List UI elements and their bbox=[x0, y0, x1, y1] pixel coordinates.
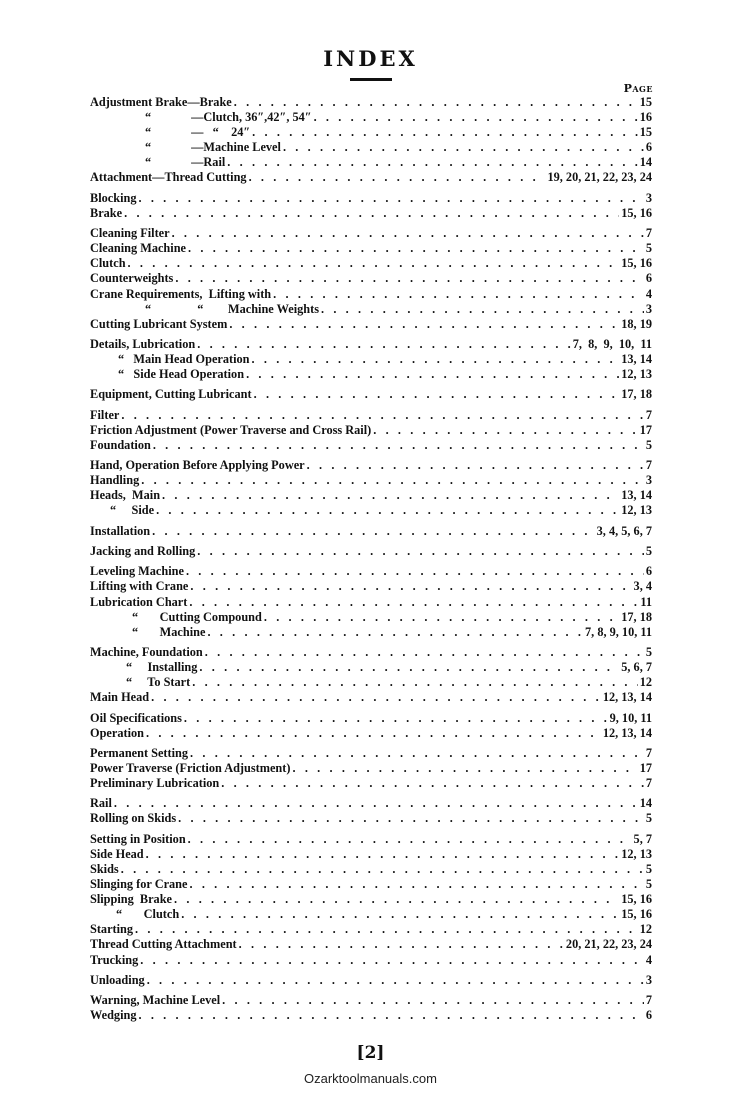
index-entry-label: Equipment, Cutting Lubricant bbox=[90, 387, 252, 402]
dot-leader bbox=[140, 953, 644, 968]
dot-leader bbox=[174, 892, 619, 907]
dot-leader bbox=[151, 690, 601, 705]
dot-leader bbox=[175, 271, 644, 286]
index-entry-pages: 7 bbox=[645, 745, 652, 760]
dot-leader bbox=[192, 675, 637, 690]
index-entry-label: Permanent Setting bbox=[90, 745, 189, 760]
index-entry bbox=[90, 907, 652, 922]
index-entry bbox=[90, 796, 652, 811]
dot-leader bbox=[189, 877, 643, 892]
dot-leader bbox=[283, 140, 644, 155]
index-entry-pages: 3, 4 bbox=[633, 579, 652, 594]
dot-leader bbox=[146, 726, 601, 741]
dot-leader bbox=[121, 862, 644, 877]
index-entry-pages: 7 bbox=[645, 458, 652, 473]
index-entry bbox=[90, 726, 652, 741]
index-entry-pages: 15, 16 bbox=[621, 892, 652, 907]
index-entry-pages: 7 bbox=[645, 993, 652, 1008]
index-entry-label: “ “ Machine Weights bbox=[145, 301, 319, 316]
index-entry-pages: 18, 19 bbox=[621, 316, 652, 331]
index-entry bbox=[90, 423, 652, 438]
index-entry-pages: 6 bbox=[645, 271, 652, 286]
index-entry bbox=[90, 352, 652, 367]
index-entry bbox=[90, 953, 652, 968]
index-entry bbox=[90, 524, 652, 539]
index-entry-label: Machine, Foundation bbox=[90, 644, 203, 659]
index-entry-label: Cutting Lubricant System bbox=[90, 316, 228, 331]
index-entry bbox=[90, 811, 652, 826]
index-entry-pages: 6 bbox=[645, 564, 652, 579]
index-entry bbox=[90, 922, 652, 937]
index-entry-label: Adjustment Brake—Brake bbox=[90, 95, 232, 109]
index-entry-label: Rail bbox=[90, 796, 112, 811]
index-entry-pages: 15 bbox=[639, 95, 652, 109]
dot-leader bbox=[239, 937, 564, 952]
index-entry-pages: 12, 13 bbox=[621, 846, 652, 861]
dot-leader bbox=[252, 352, 620, 367]
watermark-url: Ozarktoolmanuals.com bbox=[304, 1071, 437, 1086]
dot-leader bbox=[162, 488, 619, 503]
dot-leader bbox=[199, 660, 619, 675]
index-entry-label: “ Side bbox=[110, 503, 155, 518]
index-entry bbox=[90, 95, 652, 110]
index-entry-pages: 15 bbox=[639, 125, 652, 140]
index-entry-pages: 12, 13, 14 bbox=[602, 690, 652, 705]
index-entry-label: “ — “ 24″ bbox=[145, 125, 251, 140]
index-entry bbox=[90, 488, 652, 503]
index-entry bbox=[90, 675, 652, 690]
index-entry-label: “ To Start bbox=[126, 675, 191, 690]
index-entry-label: Trucking bbox=[90, 952, 139, 967]
index-entry-label: “ Installing bbox=[126, 660, 198, 675]
index-entry-pages: 5, 6, 7 bbox=[621, 660, 652, 675]
index-entry-label: Installation bbox=[90, 523, 151, 538]
index-entry bbox=[90, 170, 652, 185]
index-entry bbox=[90, 155, 652, 170]
index-entry-label: “ —Machine Level bbox=[145, 140, 281, 155]
dot-leader bbox=[197, 544, 644, 559]
index-entry-label: “ —Rail bbox=[145, 155, 226, 170]
index-entry-pages: 5 bbox=[645, 644, 652, 659]
dot-leader bbox=[254, 387, 620, 402]
dot-leader bbox=[264, 610, 619, 625]
index-entry-label: Power Traverse (Friction Adjustment) bbox=[90, 761, 291, 775]
dot-leader bbox=[128, 256, 620, 271]
index-entry bbox=[90, 579, 652, 594]
index-entry-pages: 3 bbox=[645, 473, 652, 488]
index-entry-label: Skids bbox=[90, 861, 119, 876]
index-entry-pages: 12, 13 bbox=[621, 503, 652, 518]
index-entry-pages: 12 bbox=[639, 675, 652, 690]
index-entry bbox=[90, 302, 652, 317]
dot-leader bbox=[147, 973, 644, 988]
index-entry-pages: 15, 16 bbox=[621, 205, 652, 220]
index-entry bbox=[90, 241, 652, 256]
dot-leader bbox=[252, 125, 638, 140]
index-entry-pages: 14 bbox=[639, 796, 652, 811]
dot-leader bbox=[207, 625, 583, 640]
index-entry-label: Handling bbox=[90, 473, 140, 488]
dot-leader bbox=[189, 595, 638, 610]
index-entry-pages: 17, 18 bbox=[621, 609, 652, 624]
index-entry-pages: 3 bbox=[645, 301, 652, 316]
index-entry-pages: 7, 8, 9, 10, 11 bbox=[572, 336, 652, 351]
index-entry-label: Starting bbox=[90, 922, 134, 937]
dot-leader bbox=[246, 367, 619, 382]
index-entry-pages: 17 bbox=[639, 422, 652, 437]
index-entry bbox=[90, 595, 652, 610]
dot-leader bbox=[205, 645, 644, 660]
index-entry-pages: 6 bbox=[645, 140, 652, 155]
index-entry bbox=[90, 625, 652, 640]
title-rule bbox=[350, 78, 392, 81]
index-entry bbox=[90, 544, 652, 559]
index-entry-label: Foundation bbox=[90, 437, 151, 452]
page-column-label: Page bbox=[623, 82, 653, 95]
index-entry-label: Attachment—Thread Cutting bbox=[90, 170, 247, 185]
index-entry-label: Filter bbox=[90, 407, 120, 422]
index-entry-pages: 3 bbox=[645, 972, 652, 987]
index-entry-pages: 5 bbox=[645, 544, 652, 559]
index-entry-label: Oil Specifications bbox=[90, 710, 182, 725]
index-entry bbox=[90, 610, 652, 625]
dot-leader bbox=[152, 524, 595, 539]
index-entry-label: Lifting with Crane bbox=[90, 579, 189, 594]
dot-leader bbox=[153, 438, 644, 453]
dot-leader bbox=[188, 241, 644, 256]
index-entry-label: Details, Lubrication bbox=[90, 336, 196, 351]
dot-leader bbox=[186, 564, 644, 579]
index-entry-pages: 5 bbox=[645, 811, 652, 826]
dot-leader bbox=[181, 907, 619, 922]
index-entry-label: Slinging for Crane bbox=[90, 877, 188, 892]
index-entry bbox=[90, 110, 652, 125]
dot-leader bbox=[172, 226, 644, 241]
index-entry-pages: 12, 13, 14 bbox=[602, 725, 652, 740]
dot-leader bbox=[121, 408, 643, 423]
index-entry bbox=[90, 206, 652, 221]
dot-leader bbox=[188, 832, 632, 847]
index-entry-label: Clutch bbox=[90, 256, 126, 271]
dot-leader bbox=[197, 337, 571, 352]
index-entry-pages: 3, 4, 5, 6, 7 bbox=[596, 523, 652, 538]
dot-leader bbox=[249, 170, 546, 185]
index-entry bbox=[90, 746, 652, 761]
index-entry bbox=[90, 271, 652, 286]
index-entry bbox=[90, 337, 652, 352]
index-entry bbox=[90, 776, 652, 791]
index-entry-label: Rolling on Skids bbox=[90, 811, 177, 826]
index-entry-label: Blocking bbox=[90, 190, 137, 205]
index-entry-pages: 13, 14 bbox=[621, 352, 652, 367]
dot-leader bbox=[184, 711, 608, 726]
index-entry-label: Warning, Machine Level bbox=[90, 993, 221, 1008]
index-entry-pages: 15, 16 bbox=[621, 907, 652, 922]
index-entry bbox=[90, 973, 652, 988]
index-entry bbox=[90, 877, 652, 892]
dot-leader bbox=[221, 776, 644, 791]
index-entry bbox=[90, 473, 652, 488]
index-entry-pages: 7 bbox=[645, 226, 652, 241]
index-entry-label: “ Main Head Operation bbox=[118, 352, 250, 367]
dot-leader bbox=[373, 423, 637, 438]
dot-leader bbox=[321, 302, 644, 317]
index-entry bbox=[90, 564, 652, 579]
index-entry-label: Slipping Brake bbox=[90, 892, 173, 907]
dot-leader bbox=[307, 458, 644, 473]
dot-leader bbox=[190, 746, 644, 761]
index-entry-label: Brake bbox=[90, 205, 123, 220]
dot-leader bbox=[234, 95, 638, 110]
index-entry bbox=[90, 387, 652, 402]
index-entry-pages: 7 bbox=[645, 776, 652, 791]
index-entry bbox=[90, 993, 652, 1008]
dot-leader bbox=[124, 206, 619, 221]
index-entry bbox=[90, 832, 652, 847]
index-entry bbox=[90, 367, 652, 382]
index-entry-label: Friction Adjustment (Power Traverse and Cross Rail) bbox=[90, 422, 372, 437]
index-entry bbox=[90, 256, 652, 271]
index-entry-pages: 5, 7 bbox=[633, 831, 652, 846]
dot-leader bbox=[138, 1008, 643, 1023]
index-entry-label: Wedging bbox=[90, 1008, 137, 1023]
page-title: INDEX bbox=[323, 46, 418, 71]
index-entry bbox=[90, 862, 652, 877]
dot-leader bbox=[178, 811, 644, 826]
index-entry-label: Main Head bbox=[90, 690, 150, 705]
index-entry-label: Hand, Operation Before Applying Power bbox=[90, 458, 305, 473]
index-entry bbox=[90, 287, 652, 302]
index-entry-pages: 20, 21, 22, 23, 24 bbox=[565, 937, 652, 952]
index-list bbox=[90, 95, 652, 1023]
index-entry-pages: 7, 8, 9, 10, 11 bbox=[585, 624, 652, 639]
index-entry-pages: 5 bbox=[645, 437, 652, 452]
index-entry-label: Operation bbox=[90, 725, 144, 740]
index-entry-label: Cleaning Machine bbox=[90, 241, 186, 256]
index-entry-label: Preliminary Lubrication bbox=[90, 776, 220, 791]
dot-leader bbox=[114, 796, 638, 811]
index-entry-label: “ Side Head Operation bbox=[118, 367, 245, 382]
index-entry-label: “ Machine bbox=[132, 624, 206, 639]
index-entry-label: Heads, Main bbox=[90, 488, 161, 503]
index-entry bbox=[90, 660, 652, 675]
index-entry bbox=[90, 438, 652, 453]
index-entry bbox=[90, 458, 652, 473]
index-entry bbox=[90, 847, 652, 862]
index-entry-pages: 11 bbox=[640, 594, 652, 609]
index-entry-pages: 16 bbox=[639, 110, 652, 125]
index-entry-label: Counterweights bbox=[90, 271, 174, 286]
index-entry-pages: 3 bbox=[645, 190, 652, 205]
index-entry-pages: 19, 20, 21, 22, 23, 24 bbox=[547, 170, 652, 185]
index-entry-label: Unloading bbox=[90, 972, 145, 987]
index-entry bbox=[90, 191, 652, 206]
index-entry-label: Jacking and Rolling bbox=[90, 544, 196, 559]
dot-leader bbox=[292, 761, 637, 776]
index-entry-pages: 17, 18 bbox=[621, 387, 652, 402]
index-entry bbox=[90, 711, 652, 726]
index-entry-pages: 9, 10, 11 bbox=[609, 710, 652, 725]
index-entry bbox=[90, 937, 652, 952]
index-entry-pages: 4 bbox=[645, 286, 652, 301]
index-entry bbox=[90, 1008, 652, 1023]
dot-leader bbox=[273, 287, 644, 302]
index-entry bbox=[90, 645, 652, 660]
dot-leader bbox=[141, 473, 644, 488]
index-entry-label: Crane Requirements, Lifting with bbox=[90, 286, 272, 301]
index-entry-label: “ Clutch bbox=[116, 907, 180, 922]
dot-leader bbox=[138, 191, 643, 206]
index-entry bbox=[90, 226, 652, 241]
dot-leader bbox=[229, 317, 619, 332]
index-entry bbox=[90, 140, 652, 155]
index-entry-label: Side Head bbox=[90, 846, 144, 861]
index-entry bbox=[90, 125, 652, 140]
index-entry-pages: 5 bbox=[645, 877, 652, 892]
dot-leader bbox=[227, 155, 637, 170]
index-entry-pages: 12, 13 bbox=[621, 367, 652, 382]
index-entry-pages: 7 bbox=[645, 407, 652, 422]
index-entry-label: Leveling Machine bbox=[90, 564, 184, 579]
dot-leader bbox=[146, 847, 620, 862]
index-entry bbox=[90, 317, 652, 332]
dot-leader bbox=[222, 993, 644, 1008]
index-entry-label: Setting in Position bbox=[90, 831, 186, 846]
index-entry-label: “ Cutting Compound bbox=[132, 609, 262, 624]
index-entry-pages: 14 bbox=[639, 155, 652, 170]
page-number: [2] bbox=[356, 1043, 385, 1063]
dot-leader bbox=[314, 110, 638, 125]
index-entry-pages: 5 bbox=[645, 241, 652, 256]
index-entry bbox=[90, 690, 652, 705]
index-entry bbox=[90, 892, 652, 907]
index-entry bbox=[90, 761, 652, 776]
dot-leader bbox=[190, 579, 631, 594]
index-entry-pages: 13, 14 bbox=[621, 488, 652, 503]
dot-leader bbox=[156, 503, 619, 518]
index-entry-pages: 6 bbox=[645, 1008, 652, 1023]
index-entry-pages: 12 bbox=[639, 922, 652, 937]
index-entry bbox=[90, 503, 652, 518]
index-entry bbox=[90, 408, 652, 423]
index-entry-label: Lubrication Chart bbox=[90, 594, 188, 609]
index-entry-label: Cleaning Filter bbox=[90, 226, 170, 241]
index-entry-pages: 4 bbox=[645, 952, 652, 967]
index-entry-label: Thread Cutting Attachment bbox=[90, 937, 237, 952]
index-entry-label: “ —Clutch, 36″,42″, 54″ bbox=[145, 110, 312, 125]
dot-leader bbox=[135, 922, 638, 937]
index-entry-pages: 17 bbox=[639, 761, 652, 775]
index-entry-pages: 5 bbox=[645, 861, 652, 876]
index-entry-pages: 15, 16 bbox=[621, 256, 652, 271]
